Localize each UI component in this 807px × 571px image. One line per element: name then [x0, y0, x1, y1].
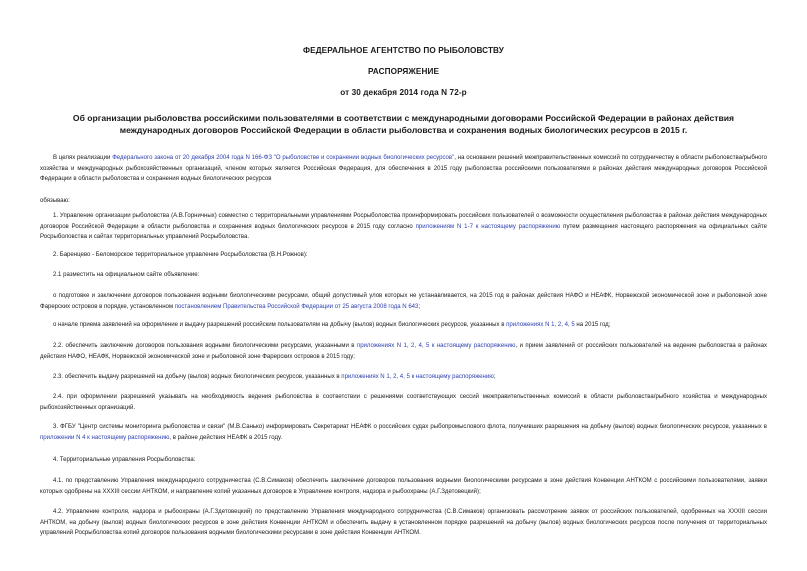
paragraph-2-2-text-2: , и прием заявлений от российских пользователей на ведение рыболовства в районах действия НАФО, НЕАФК, Норвежской экономической зоне и рыболовной зоне Фарерских островов в 2015 году; — [40, 343, 767, 360]
paragraph-1-text-1: 1. Управление организации рыболовства (А.В.Горничных) совместно с территориальными управлениями Росрыболовства проинформировать российских пользователей о возможности осуществления рыболовства в районах действия международных договоров Российской Федерации в области рыболовства и сохранения водных биологических ресурсов в 2015 году согласно — [40, 213, 767, 230]
preamble-text-2: , на основании решений межправительственных комиссий по сотрудничеству в области рыболовства/рыбного хозяйства и международных рыбохозяйственных организаций, членом которых является Российская Федерация, для обеспечения в 2015 году рыболовства российскими пользователями в районах действия международных договоров Российской Федерации в области рыболовства и сохранения водных биологических ресурсов — [40, 155, 767, 183]
preamble-text-1: В целях реализации — [53, 155, 113, 161]
appendices-1-7-link[interactable]: приложениям N 1-7 к настоящему распоряжению — [415, 223, 561, 230]
paragraph-2: 2. Баренцево - Беломорское территориальное управление Росрыболовства (В.Н.Рожнов): — [53, 252, 308, 258]
appendix-4-link[interactable]: приложении N 4 к настоящему распоряжению — [40, 434, 170, 441]
paragraph-2-3-text-2: ; — [493, 374, 496, 380]
paragraph-3 — [40, 422, 767, 443]
paragraph-2-1-b-text-1: о начале приема заявлений на оформление и выдачу разрешений российским пользователям на добычу (вылов) водных биологических ресурсов, указанных в — [53, 322, 507, 328]
paragraph-3-text-1: 3. ФГБУ "Центр системы мониторинга рыболовства и связи" (М.В.Санько) информировать Секретариат НЕАФК о российских судах рыбопромыслового флота, получивших разрешения на добычу (вылов) водных биологических ресурсов, указанных в — [53, 424, 767, 430]
paragraph-2-4: 2.4. при оформлении разрешений указывать на необходимость ведения рыболовства в соответствии с решениями соответствующих сессий межправительственных комиссий в области рыболовства/рыбного хозяйства и международных рыбохозяйственных организаций. — [40, 394, 767, 411]
document-date-number: от 30 декабря 2014 года N 72-р — [340, 88, 467, 97]
paragraph-4-1: 4.1. по представлению Управления международного сотрудничества (С.В.Симаков) обеспечить заключение договоров пользования водными биологическими ресурсами в зоне действия Конвенции АНТКОМ с российскими пользователями, заявки которых одобрены на XXXIII сессии АНТКОМ, и направление копий указанных договоров в Управление контроля, надзора и рыбоохраны (А.Г.Здетовецкий); — [40, 478, 767, 495]
paragraph-2-1-a-text-1: о подготовке и заключении договоров пользования водными биологическими ресурсами, общий допустимый улов которых не устанавливается, на 2015 год в районах действия НАФО и НЕАФК, Норвежской экономической зоне и рыболовной зоне Фарерских островов в порядке, установленном — [40, 293, 767, 310]
paragraph-2-2-text-1: 2.2. обеспечить заключение договоров пользования водными биологическими ресурсами, указанными в — [53, 343, 357, 349]
government-resolution-643-link[interactable]: постановлением Правительства Российской Федерации от 25 августа 2008 года N 643 — [174, 303, 419, 310]
paragraph-2-3 — [40, 372, 767, 383]
document-title — [40, 112, 767, 136]
paragraph-3-text-2: , в районе действия НЕАФК в 2015 году. — [169, 434, 283, 441]
federal-law-link[interactable]: Федерального закона от 20 декабря 2004 года N 166-ФЗ "О рыболовстве и сохранении водных биологических ресурсов" — [112, 155, 455, 161]
paragraph-4: 4. Территориальные управления Росрыболовства: — [53, 457, 196, 463]
title-line-2: международных договоров Российской Федерации в области рыболовства и сохранения водных биологических ресурсов в 2015 г. — [119, 125, 688, 135]
appendices-1-2-4-5-link[interactable]: приложениях N 1, 2, 4, 5 — [506, 322, 575, 328]
title-line-1: Об организации рыболовства российскими пользователями в соответствии с международными договорами Российской Федерации в районах действия — [72, 113, 735, 123]
paragraph-4-2: 4.2. Управление контроля, надзора и рыбоохраны (А.Г.Здетовецкий) по представлению Управления международного сотрудничества (С.В.Симаков) организовать рассмотрение заявок от российских пользователей, одобренных на XXXIII сессии АНТКОМ, на добычу (вылов) водных биологических ресурсов в зоне действия Конвенции АНТКОМ и обеспечить выдачу в установленном порядке разрешений на добычу (вылов) водных биологических ресурсов после получения от территориальных управлений Росрыболовства копий договоров пользования водными биологическими ресурсами в зоне действия Конвенции АНТКОМ. — [40, 509, 767, 537]
appendices-link-2-2[interactable]: приложениях N 1, 2, 4, 5 к настоящему распоряжению — [356, 343, 516, 349]
paragraph-2-1-b — [40, 320, 767, 331]
paragraph-2-3-text-1: 2.3. обеспечить выдачу разрешений на добычу (вылов) водных биологических ресурсов, указанных в — [53, 374, 342, 380]
paragraph-2-1-b-text-2: на 2015 год; — [574, 322, 611, 328]
paragraph-2-1: 2.1 разместить на официальном сайте объявление: — [53, 272, 200, 278]
appendices-link-2-3[interactable]: приложениях N 1, 2, 4, 5 к настоящему распоряжению — [341, 374, 494, 380]
paragraph-1-text-2: путем размещения настоящего распоряжения на официальных сайте Росрыболовства и сайтах территориальных управлений Росрыболовства. — [40, 223, 767, 241]
paragraph-1 — [40, 211, 767, 243]
paragraph-2-1-a — [40, 291, 767, 312]
paragraph-2-1-a-text-2: ; — [418, 303, 421, 310]
obliged-line: обязываю: — [40, 198, 70, 204]
document-type-heading: РАСПОРЯЖЕНИЕ — [367, 67, 440, 76]
preamble-paragraph — [40, 153, 767, 185]
paragraph-2-2 — [40, 341, 767, 362]
agency-heading: ФЕДЕРАЛЬНОЕ АГЕНТСТВО ПО РЫБОЛОВСТВУ — [303, 46, 504, 55]
